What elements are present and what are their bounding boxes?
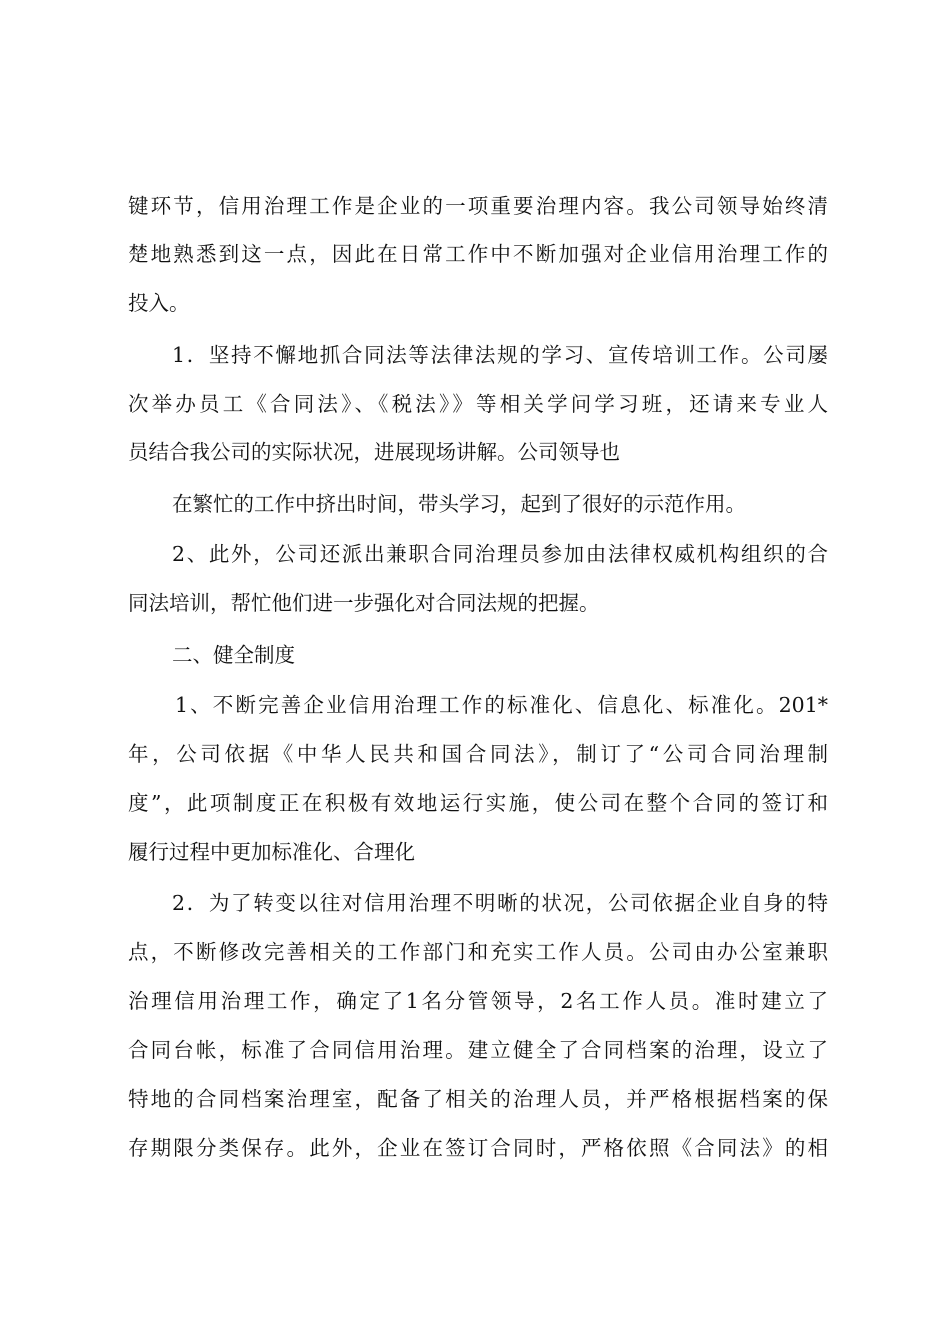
text-line: 楚地熟悉到这一点，因此在日常工作中不断加强对企业信用治理工作的: [128, 242, 828, 266]
text-line: 点，不断修改完善相关的工作部门和充实工作人员。公司由办公室兼职: [128, 940, 828, 964]
text-line: 员结合我公司的实际状况，进展现场讲解。公司领导也: [128, 440, 620, 464]
text-line: 治理信用治理工作，确定了1名分管领导，2名工作人员。准时建立了: [128, 989, 828, 1013]
text-line: 履行过程中更加标准化、合理化: [128, 840, 415, 864]
text-line: 在繁忙的工作中挤出时间，带头学习，起到了很好的示范作用。: [172, 492, 746, 516]
text-line: 1、不断完善企业信用治理工作的标准化、信息化、标准化。201*: [175, 693, 828, 717]
text-line: 次举办员工《合同法》、《税法》》等相关学问学习班，还请来专业人: [128, 392, 828, 416]
text-line: 投入。: [128, 291, 190, 315]
text-line: 1．坚持不懈地抓合同法等法律法规的学习、宣传培训工作。公司屡: [172, 343, 828, 367]
section-heading: 二、健全制度: [172, 643, 295, 667]
text-line: 合同台帐，标准了合同信用治理。建立健全了合同档案的治理，设立了: [128, 1038, 828, 1062]
text-line: 2．为了转变以往对信用治理不明晰的状况，公司依据企业自身的特: [172, 891, 828, 915]
text-line: 2、此外，公司还派出兼职合同治理员参加由法律权威机构组织的合: [172, 542, 828, 566]
text-line: 年，公司依据《中华人民共和国合同法》，制订了“公司合同治理制: [128, 742, 828, 766]
text-line: 键环节，信用治理工作是企业的一项重要治理内容。我公司领导始终清: [128, 194, 828, 218]
text-line: 度”，此项制度正在积极有效地运行实施，使公司在整个合同的签订和: [128, 791, 828, 815]
text-line: 特地的合同档案治理室，配备了相关的治理人员，并严格根据档案的保: [128, 1087, 828, 1111]
text-line: 同法培训，帮忙他们进一步强化对合同法规的把握。: [128, 591, 600, 615]
text-line: 存期限分类保存。此外，企业在签订合同时，严格依照《合同法》的相: [128, 1136, 828, 1160]
